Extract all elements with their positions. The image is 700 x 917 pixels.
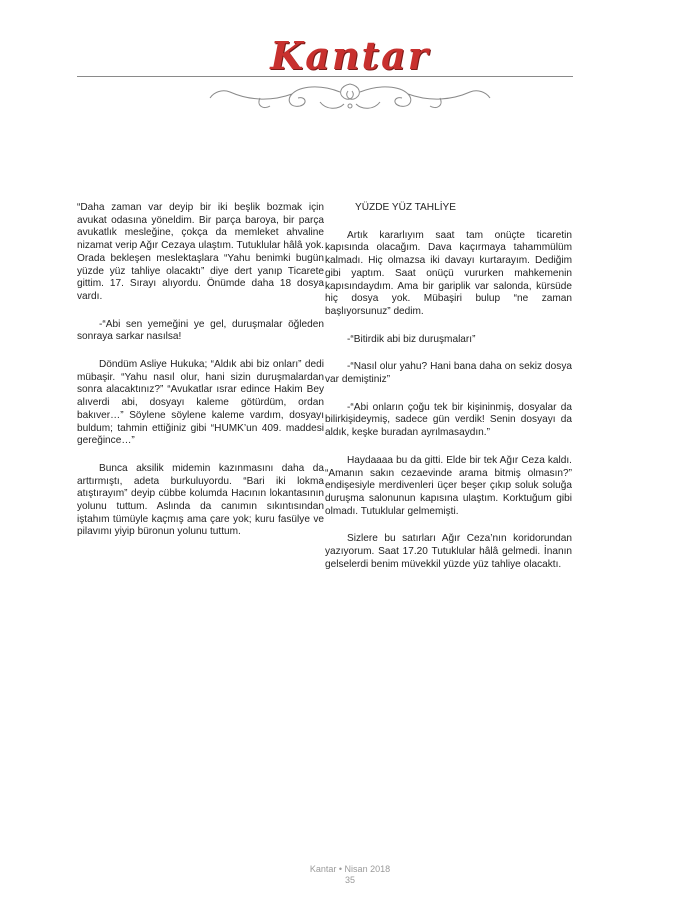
paragraph: Bunca aksilik midemin kazınmasını daha da arttırmıştı, adeta burkuluyordu. “Bari iki lokma atıştırayım” deyip cübbe kolumda Hacının lokantasının yolunu tuttum. Aslında da canımın sıkıntısından iştahım tümüyle kaçmış ama çare yok; kuru fasülye ve pilavımı yiyip büronun yolunu tuttum. [77,462,324,538]
article-column-left [77,202,324,554]
header-rule [77,76,573,77]
masthead [0,0,700,120]
paragraph: -“Bitirdik abi biz duruşmaları” [347,333,476,345]
page-footer [0,864,700,886]
paragraph: Artık kararlıyım saat tam onüçte ticaretin kapısında olacağım. Dava kaçırmaya tahammülüm kalmadı. Hiç olmazsa iki davayı kurtarayım. Dediğim gibi yaptım. Saat onüçü vururken mahkemenin kapısındaydım. Ama bir gariplik var salonda, kürsüde hiç dosya yok. Mübaşiri bulup “ne zaman başlıyorsunuz” dedim. [325,229,572,317]
paragraph: -“Abi onların çoğu tek bir kişininmiş, dosyalar da bilirkişideymiş, sadece gün verdik! Senin dosyayı da aldık, keşke buradan ayrılmasaydın.” [325,401,572,439]
issue-label: Kantar • Nisan 2018 [309,864,391,874]
paragraph: -“Nasıl olur yahu? Hani bana daha on sekiz dosya var demiştiniz” [325,361,572,386]
paragraph: Haydaaaa bu da gitti. Elde bir tek Ağır Ceza kaldı. “Amanın sakın cezaevinde arama bitmiş olmasın?” endişesiyle merdivenleri üçer beşer çıkıp soluk soluğa duruşma salonunun kapısına ulaştım. Korktuğum gibi olmadı. Tutuklular gelmemişti. [325,454,572,517]
article-column-right [325,202,572,586]
paragraph: Sizlere bu satırları Ağır Ceza’nın koridorundan yazıyorum. Saat 17.20 Tutuklular hâlâ gelmedi. İnanın gelselerdi benim müvekkil yüzde yüz tahliye olacaktı. [325,533,572,570]
page-number: 35 [344,875,355,885]
paragraph: “Daha zaman var deyip bir iki beşlik bozmak için avukat odasına yöneldim. Bir parça baroya, bir parça avukatlık mesleğine, çokça da memleket ahvaline nizamat verip Ağır Cezaya ulaştım. Tutuklular hâlâ yok. Orada bekleşen meslektaşlara “Yahu benimki bugün yüzde yüz tahliye olacaktı” diye dert yanıp Ticarete gittim. 17. Sırayı alıyordu. Önümde daha 18 dosya vardı. [77,202,324,302]
magazine-title: Kantar [270,33,430,78]
paragraph: -“Abi sen yemeğini ye gel, duruşmalar öğleden sonraya sarkar nasılsa! [77,318,324,343]
section-heading: YÜZDE YÜZ TAHLİYE [355,202,456,213]
flourish-ornament-icon [200,80,500,114]
paragraph: Döndüm Asliye Hukuka; “Aldık abi biz onları” dedi mübaşir. “Yahu nasıl olur, hani sizin duruşmalardan sonra alacaktınız?” “Avukatlar ısrar edince Hakim Bey alıverdi abi, dosyayı kaleme götürdüm, ordan bakıver…” Söylene söylene kaleme vardım, dosyayı buldum; tahmin ettiğiniz gibi “HUMK’un 409. maddesi gereğince…” [77,359,324,447]
